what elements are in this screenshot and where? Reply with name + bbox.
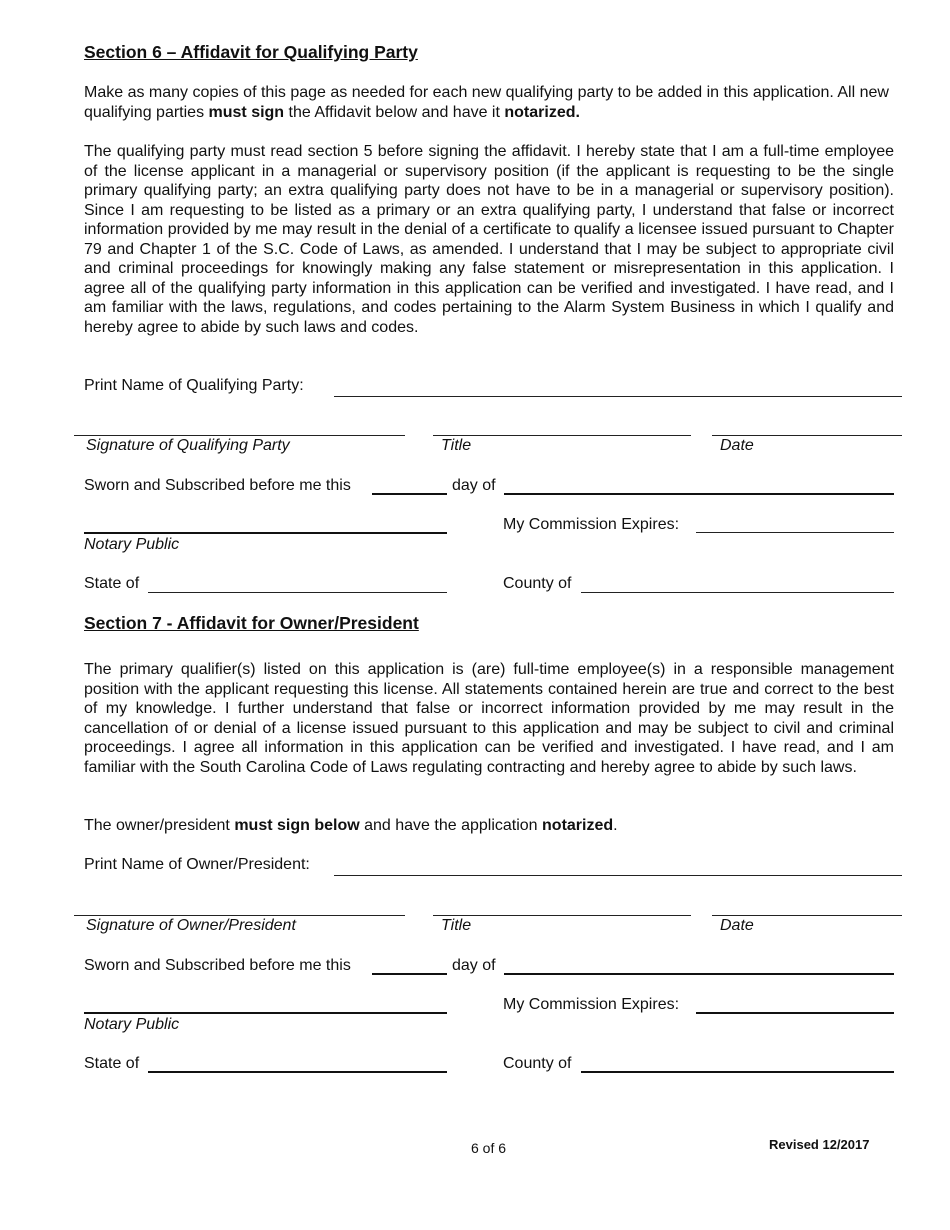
instruction-text-2: and have the application bbox=[359, 817, 543, 834]
section6-body: The qualifying party must read section 5 before signing the affidavit. I hereby state that I am a full-time employee of the license applicant in a managerial or supervisory position (if the applicant is requesting to be the single primary qualifying party; an extra qualifying party does not have to be in a managerial or supervisory position). Since I am requesting to be listed as a primary or an extra qualifying party, I understand that false or incorrect information provided by me may result in the denial of a certificate to qualify a licensee issued pursuant to Chapter 79 and Chapter 1 of the S.C. Code of Laws, as amended. I understand that I may be subject to appropriate civil and criminal proceedings for knowingly making any false statement or misrepresentation in this application. I agree all of the qualifying party information in this application can be verified and investigated. I have read, and I am familiar with the laws, regulations, and codes pertaining to the Alarm System Business in which I qualify and hereby agree to abide by such laws and codes. bbox=[84, 143, 894, 336]
owner-title-field[interactable] bbox=[433, 915, 691, 916]
state-field[interactable] bbox=[148, 592, 447, 593]
intro-bold-notarized: notarized. bbox=[504, 103, 580, 121]
instruction-bold-must-sign: must sign below bbox=[234, 817, 360, 834]
title-label: Title bbox=[441, 437, 472, 454]
intro-text-2: the Affidavit below and have it bbox=[284, 103, 505, 121]
print-name-field[interactable] bbox=[334, 396, 902, 397]
instruction-text-3: . bbox=[613, 817, 618, 834]
date-label: Date bbox=[720, 437, 754, 454]
intro-text-1: Make as many copies of this page as needed for each new qualifying party to be added in this application. All new qualifying parties bbox=[84, 84, 889, 121]
sworn-label: Sworn and Subscribed before me this bbox=[84, 477, 351, 494]
owner-print-name-label: Print Name of Owner/President: bbox=[84, 856, 310, 873]
owner-commission-field[interactable] bbox=[696, 1012, 894, 1014]
owner-print-name-field[interactable] bbox=[334, 875, 902, 876]
owner-commission-label: My Commission Expires: bbox=[503, 996, 680, 1013]
county-field[interactable] bbox=[581, 592, 894, 593]
section7-title: Section 7 - Affidavit for Owner/President bbox=[84, 613, 419, 633]
owner-state-label: State of bbox=[84, 1055, 140, 1072]
sworn-month-field[interactable] bbox=[504, 493, 894, 495]
section6-title: Section 6 – Affidavit for Qualifying Party bbox=[84, 42, 418, 62]
owner-notary-label: Notary Public bbox=[84, 1016, 180, 1033]
county-label: County of bbox=[503, 575, 572, 592]
notary-signature-field[interactable] bbox=[84, 532, 447, 534]
owner-title-label: Title bbox=[441, 917, 472, 934]
title-field[interactable] bbox=[433, 435, 691, 436]
owner-county-label: County of bbox=[503, 1055, 572, 1072]
print-name-label: Print Name of Qualifying Party: bbox=[84, 377, 304, 394]
revised-date: Revised 12/2017 bbox=[769, 1137, 870, 1152]
owner-notary-signature-field[interactable] bbox=[84, 1012, 447, 1014]
state-label: State of bbox=[84, 575, 140, 592]
section6-intro bbox=[84, 83, 894, 122]
owner-sworn-label: Sworn and Subscribed before me this bbox=[84, 957, 351, 974]
owner-county-field[interactable] bbox=[581, 1071, 894, 1073]
commission-field[interactable] bbox=[696, 532, 894, 533]
section7-instruction bbox=[84, 816, 894, 836]
intro-bold-must-sign: must sign bbox=[208, 103, 285, 121]
commission-label: My Commission Expires: bbox=[503, 516, 680, 533]
sworn-day-field[interactable] bbox=[372, 493, 447, 495]
owner-day-of-label: day of bbox=[452, 957, 496, 974]
signature-label: Signature of Qualifying Party bbox=[86, 437, 290, 454]
notary-label: Notary Public bbox=[84, 536, 180, 553]
page-number: 6 of 6 bbox=[471, 1140, 507, 1156]
day-of-label: day of bbox=[452, 477, 496, 494]
instruction-bold-notarized: notarized bbox=[542, 817, 614, 834]
instruction-text-1: The owner/president bbox=[84, 817, 235, 834]
owner-date-label: Date bbox=[720, 917, 754, 934]
owner-sworn-month-field[interactable] bbox=[504, 973, 894, 975]
owner-state-field[interactable] bbox=[148, 1071, 447, 1073]
section7-body: The primary qualifier(s) listed on this application is (are) full-time employee(s) in a responsible management position with the applicant requesting this license. All statements contained herein are true and correct to the best of my knowledge. I further understand that false or incorrect information provided by me may result in the cancellation of or denial of a license issued pursuant to this application and may be subject to civil and criminal proceedings. I agree all information in this application can be verified and investigated. I have read, and I am familiar with the South Carolina Code of Laws regulating contracting and hereby agree to abide by such laws. bbox=[84, 661, 894, 776]
owner-sworn-day-field[interactable] bbox=[372, 973, 447, 975]
owner-signature-label: Signature of Owner/President bbox=[86, 917, 296, 934]
